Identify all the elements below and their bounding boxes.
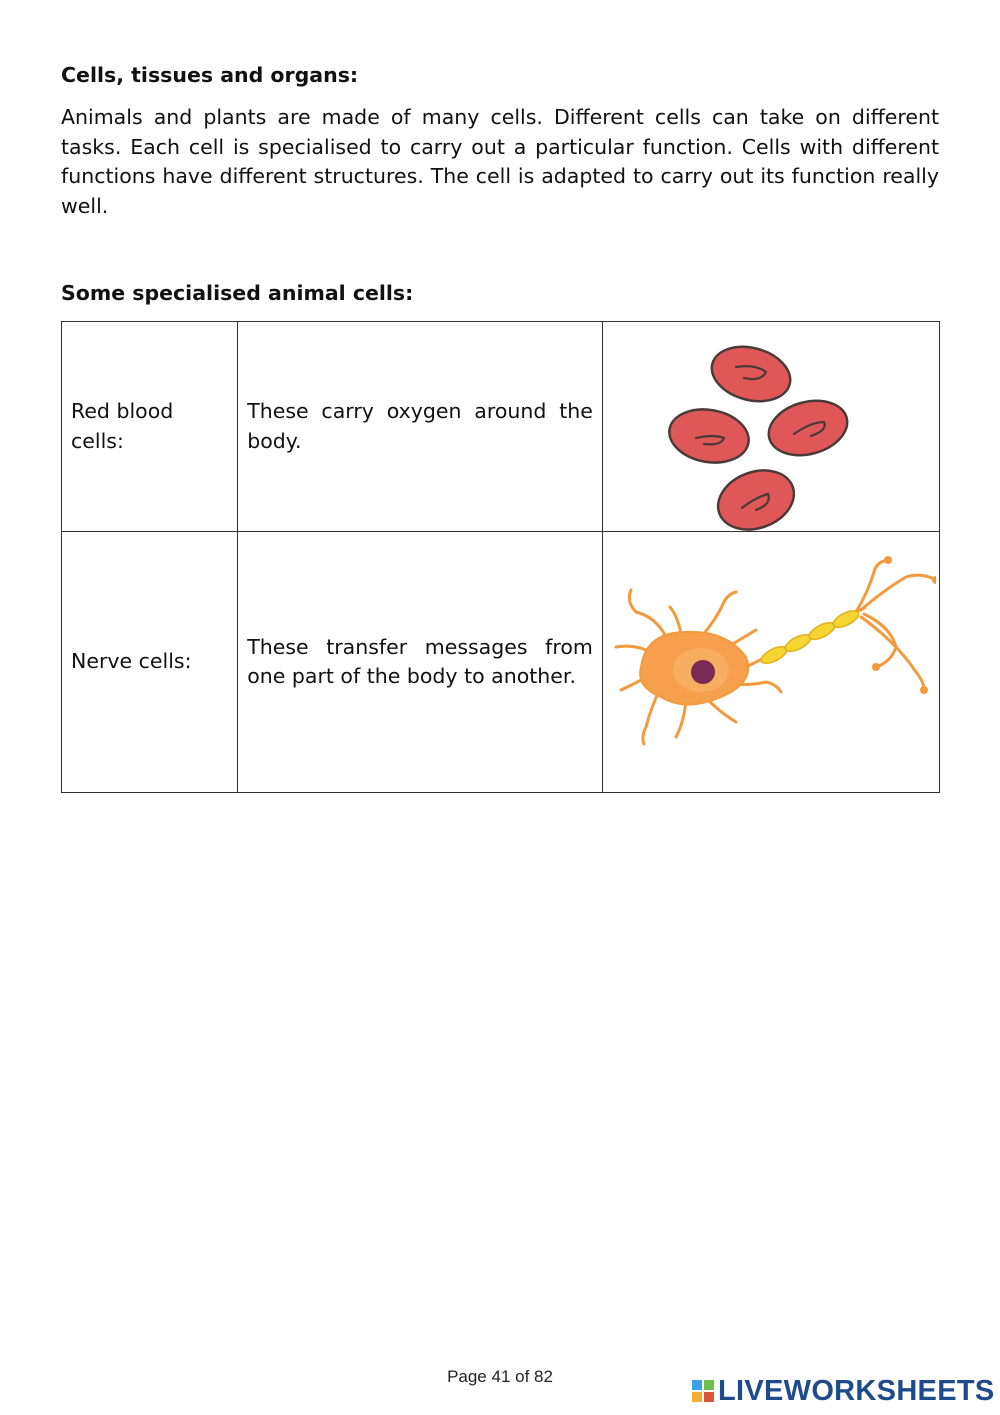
cell-image-cell	[602, 322, 939, 532]
cell-description: These transfer messages from one part of the body to another.	[238, 532, 603, 793]
cell-name: Nerve cells:	[62, 532, 238, 793]
specialised-cells-table	[61, 321, 940, 793]
table-row	[62, 532, 940, 793]
table-row	[62, 322, 940, 532]
brand-name: LIVEWORKSHEETS	[718, 1374, 995, 1407]
liveworksheets-icon	[692, 1380, 714, 1402]
cell-image-cell	[602, 532, 939, 793]
red-blood-cells-illustration	[606, 322, 936, 531]
liveworksheets-logo[interactable]	[692, 1373, 995, 1409]
nerve-cell-illustration	[606, 532, 936, 792]
section-heading-specialised-cells: Some specialised animal cells:	[61, 281, 414, 305]
cell-description: These carry oxygen around the body.	[238, 322, 603, 532]
cell-name: Red blood cells:	[62, 322, 238, 532]
section-heading-cells: Cells, tissues and organs:	[61, 63, 359, 87]
page-number: Page 41 of 82	[447, 1367, 553, 1386]
intro-paragraph: Animals and plants are made of many cells. Different cells can take on different tasks. Each cell is specialised to carry out a particular function. Cells with different functions have different structures. The cell is adapted to carry out its function really well.	[61, 105, 939, 218]
